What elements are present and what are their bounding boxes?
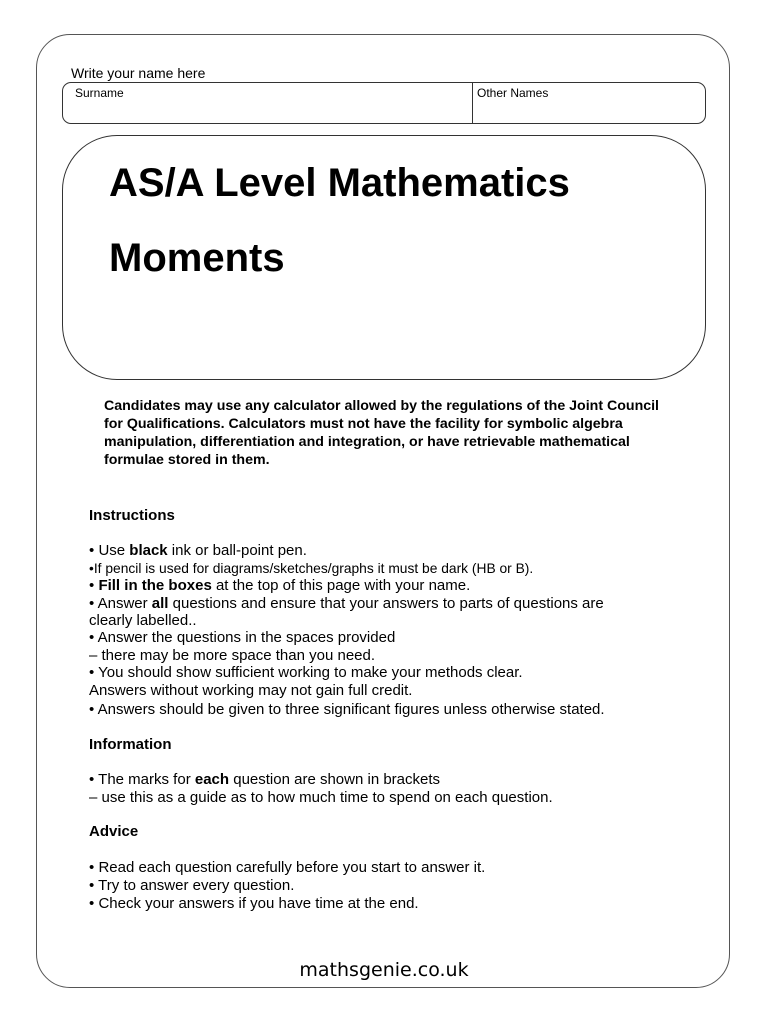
advice-item: • Check your answers if you have time at the end. (89, 895, 419, 912)
bullet: • (89, 595, 95, 612)
bullet: • (89, 859, 95, 876)
instruction-item-continuation: Answers without working may not gain full credit. (89, 682, 413, 699)
other-names-label: Other Names (477, 86, 549, 100)
name-box-divider (472, 83, 473, 123)
footer-url: mathsgenie.co.uk (299, 959, 469, 981)
advice-item: • Try to answer every question. (89, 877, 295, 894)
title-box (62, 135, 706, 380)
bullet: • (89, 877, 95, 894)
instruction-item: • Answers should be given to three significant figures unless otherwise stated. (89, 701, 605, 718)
instruction-item: •If pencil is used for diagrams/sketches/graphs it must be dark (HB or B). (89, 561, 534, 576)
information-item-continuation: – use this as a guide as to how much time to spend on each question. (89, 789, 553, 806)
name-box (62, 82, 706, 124)
instruction-item-continuation: – there may be more space than you need. (89, 647, 376, 664)
advice-heading: Advice (89, 823, 139, 840)
instruction-item: • Use black ink or ball-point pen. (89, 542, 307, 559)
calculator-notice: Candidates may use any calculator allowed by the regulations of the Joint Council for Qualifications. Calculators must not have the facility for symbolic algebra manipulation, differentiation and integration, or have retrievable mathematical formulae stored in them. (104, 398, 660, 468)
instructions-heading: Instructions (89, 507, 175, 524)
advice-item: • Read each question carefully before you start to answer it. (89, 859, 486, 876)
surname-label: Surname (75, 86, 124, 100)
instruction-item: • You should show sufficient working to make your methods clear. (89, 664, 523, 681)
bullet: • (89, 771, 95, 788)
information-item: • The marks for each question are shown in brackets (89, 771, 441, 788)
instruction-item: • Fill in the boxes at the top of this page with your name. (89, 577, 471, 594)
name-prompt: Write your name here (71, 65, 206, 81)
instruction-item: • Answer the questions in the spaces provided (89, 629, 396, 646)
bullet: • (89, 542, 95, 559)
bullet: • (89, 561, 94, 576)
bullet: • (89, 577, 95, 594)
bullet: • (89, 895, 95, 912)
bullet: • (89, 664, 95, 681)
page-subtitle: Moments (109, 236, 285, 280)
instruction-item-continuation: clearly labelled.. (89, 612, 197, 629)
page-title: AS/A Level Mathematics (109, 161, 570, 205)
bullet: • (89, 629, 95, 646)
instruction-item: • Answer all questions and ensure that your answers to parts of questions are (89, 595, 604, 612)
bullet: • (89, 701, 95, 718)
information-heading: Information (89, 736, 172, 753)
